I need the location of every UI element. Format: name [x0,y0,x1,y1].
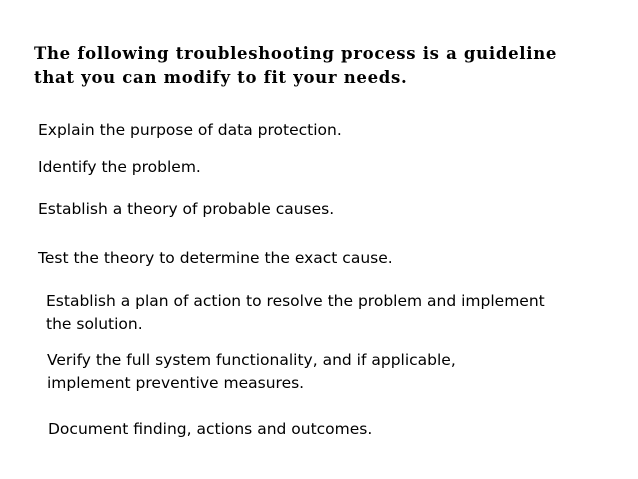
heading-line-1: The following troubleshooting process is a guideline [34,44,558,63]
step-plan-of-action [46,290,545,336]
step-line: the solution. [46,315,143,333]
heading-line-2: that you can modify to fit your needs. [34,68,408,87]
step-establish-theory [38,198,334,221]
step-identify-problem [38,156,201,179]
step-line: Explain the purpose of data protection. [38,121,342,139]
step-test-theory [38,247,393,270]
step-line: Establish a theory of probable causes. [38,200,335,218]
step-line: Verify the full system functionality, and if applicable, [47,351,456,369]
step-verify-functionality [47,349,456,395]
step-line: Identify the problem. [38,158,201,176]
step-explain-purpose [38,119,342,142]
step-document-findings [48,418,372,441]
step-line: Document finding, actions and outcomes. [48,420,373,438]
slide-heading [34,42,614,90]
step-line: Establish a plan of action to resolve the problem and implement [46,292,545,310]
step-line: Test the theory to determine the exact cause. [38,249,393,267]
step-line: implement preventive measures. [47,374,305,392]
